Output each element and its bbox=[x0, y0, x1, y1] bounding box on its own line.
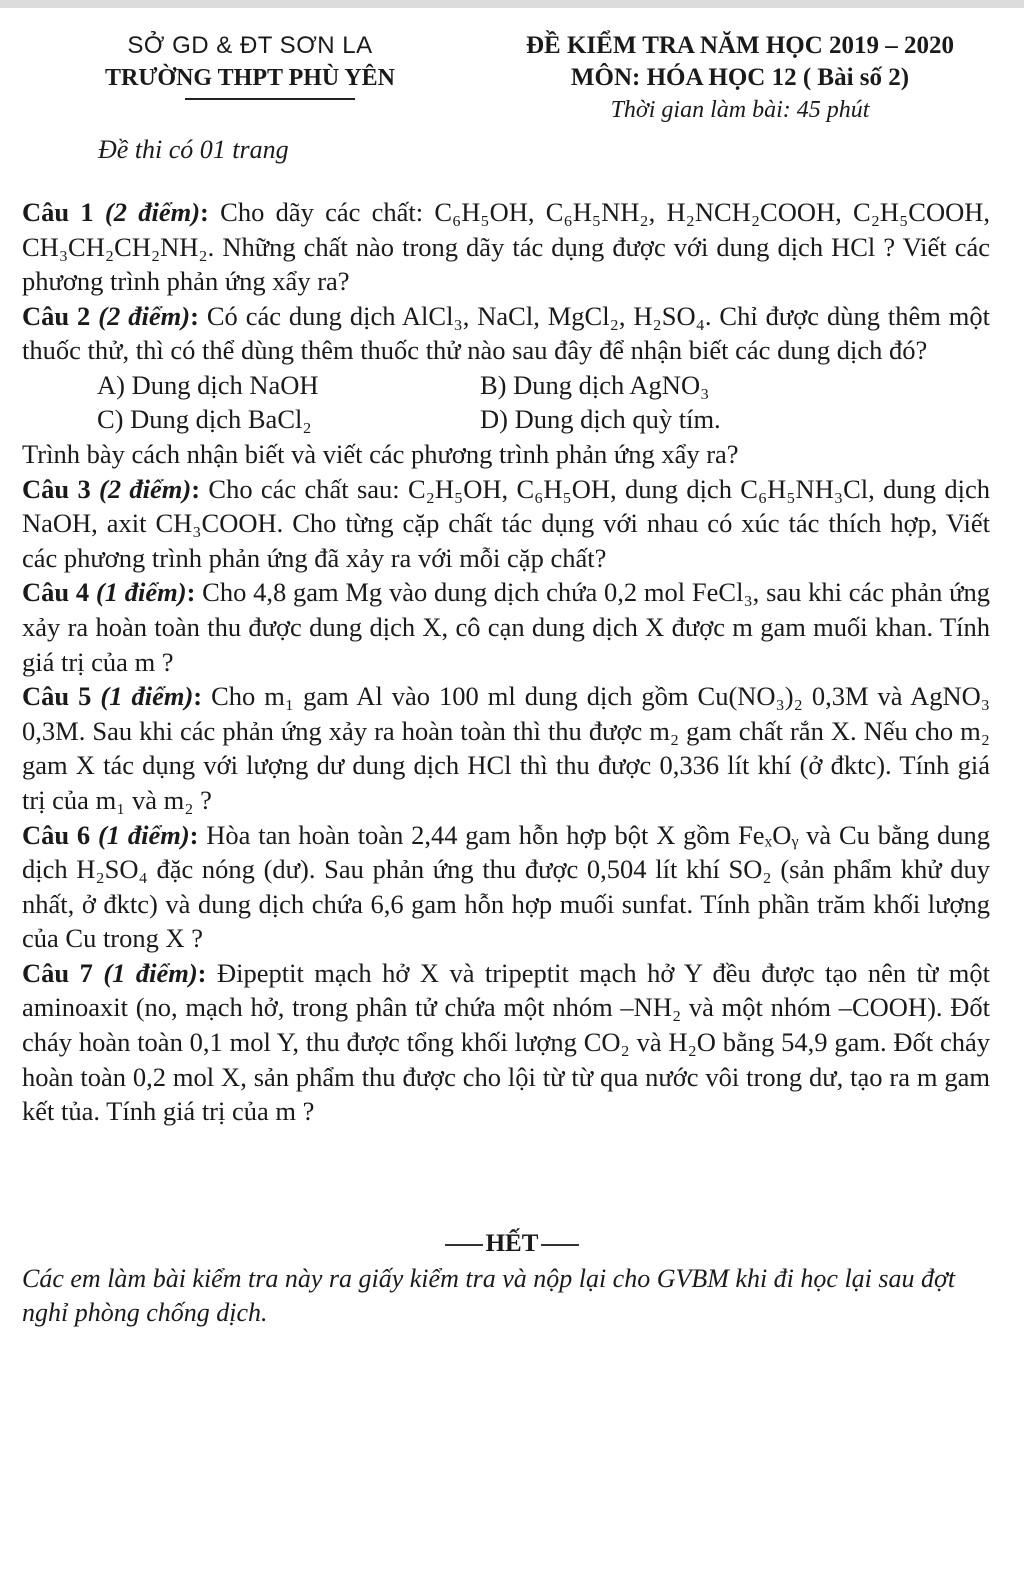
subject-line: MÔN: HÓA HỌC 12 ( Bài số 2) bbox=[570, 64, 910, 91]
question-5: Câu 5 (1 điểm): Cho m₁ gam Al vào 100 ml dung dịch gồm Cu(NO₃)₂ 0,3M và AgNO₃ 0,3M. Sau khi các phản ứng xảy ra hoàn toàn thì thu được m₂ gam chất rắn X. Nếu cho m₂ gam X tác dụng với lượng dư dung dịch HCl thì thu được 0,336 lít khí (ở đktc). Tính giá trị của m₁ và m₂ ? bbox=[22, 681, 990, 815]
question-title: Câu 5 bbox=[22, 681, 92, 712]
option-b: B) Dung dịch AgNO₃ bbox=[480, 369, 710, 400]
question-text: Cho dãy các chất: C₆H₅OH, C₆H₅NH₂, H₂NCH₂COOH, C₂H₅COOH, CH₃CH₂CH₂NH₂. Những chất nào trong dãy tác dụng được với dung dịch HCl ? Viết các phương trình phản ứng xẩy ra? bbox=[22, 197, 991, 297]
question-text: Đipeptit mạch hở X và tripeptit mạch hở Y đều được tạo nên từ một aminoaxit (no, mạch hở, trong phân tử chứa một nhóm –NH₂ và một nhóm –COOH). Đốt cháy hoàn toàn 0,1 mol Y, thu được tổng khối lượng CO₂ và H₂O bằng 54,9 gam. Đốt cháy hoàn toàn 0,2 mol X, sản phẩm thu được cho lội từ từ qua nước vôi trong dư, tạo ra m gam kết tủa. Tính giá trị của m ? bbox=[22, 957, 991, 1127]
question-title: Câu 7 bbox=[22, 957, 93, 988]
question-points: (2 điểm) bbox=[104, 197, 201, 227]
school-name: TRƯỜNG THPT PHÙ YÊN bbox=[104, 65, 396, 91]
question-points: (1 điểm) bbox=[97, 819, 190, 850]
header-right bbox=[460, 30, 1020, 126]
question-3: Câu 3 (2 điểm): Cho các chất sau: C₂H₅OH, C₆H₅OH, dung dịch C₆H₅NH₃Cl, dung dịch NaOH, axit CH₃COOH. Cho từng cặp chất tác dụng với nhau có xúc tác thích hợp, Viết các phương trình phản ứng đã xảy ra với mỗi cặp chất? bbox=[22, 473, 991, 573]
question-6: Câu 6 (1 điểm): Hòa tan hoàn toàn 2,44 gam hỗn hợp bột X gồm FeₓOᵧ và Cu bằng dung dịch H₂SO₄ đặc nóng (dư). Sau phản ứng thu được 0,504 lít khí SO₂ (sản phẩm khử duy nhất, ở đktc) và dung dịch chứa 6,6 gam hỗn hợp muối sunfat. Tính phần trăm khối lượng của Cu trong X ? bbox=[22, 819, 990, 954]
question-points: (2 điểm) bbox=[99, 473, 192, 504]
question-text: Cho 4,8 gam Mg vào dung dịch chứa 0,2 mol FeCl₃, sau khi các phản ứng xảy ra hoàn toàn thu được dung dịch X, cô cạn dung dịch X được m gam muối khan. Tính giá trị của m ? bbox=[22, 577, 990, 677]
questions-body bbox=[22, 195, 990, 1129]
answer-options bbox=[22, 368, 990, 437]
question-2-followup: Trình bày cách nhận biết và viết các phương trình phản ứng xẩy ra? bbox=[22, 438, 739, 469]
end-text: HẾT bbox=[485, 1230, 539, 1257]
question-text: Hòa tan hoàn toàn 2,44 gam hỗn hợp bột X gồm FeₓOᵧ và Cu bằng dung dịch H₂SO₄ đặc nóng (dư). Sau phản ứng thu được 0,504 lít khí SO₂ (sản phẩm khử duy nhất, ở đktc) và dung dịch chứa 6,6 gam hỗn hợp muối sunfat. Tính phần trăm khối lượng của Cu trong X ? bbox=[22, 819, 990, 954]
option-c: C) Dung dịch BaCl₂ bbox=[97, 403, 312, 434]
question-text: Cho các chất sau: C₂H₅OH, C₆H₅OH, dung dịch C₆H₅NH₃Cl, dung dịch NaOH, axit CH₃COOH. Cho từng cặp chất tác dụng với nhau có xúc tác thích hợp, Viết các phương trình phản ứng đã xảy ra với mỗi cặp chất? bbox=[22, 473, 991, 573]
exam-title: ĐỀ KIỂM TRA NĂM HỌC 2019 – 2020 bbox=[525, 32, 955, 59]
option-d: D) Dung dịch quỳ tím. bbox=[480, 403, 721, 434]
question-4: Câu 4 (1 điểm): Cho 4,8 gam Mg vào dung dịch chứa 0,2 mol FeCl₃, sau khi các phản ứng xảy ra hoàn toàn thu được dung dịch X, cô cạn dung dịch X được m gam muối khan. Tính giá trị của m ? bbox=[22, 577, 990, 677]
end-dash-right bbox=[541, 1244, 579, 1246]
question-points: (2 điểm) bbox=[98, 300, 191, 331]
question-title: Câu 6 bbox=[22, 819, 91, 850]
end-marker bbox=[0, 1230, 1024, 1258]
question-title: Câu 3 bbox=[22, 473, 91, 504]
department-name: SỞ GD & ĐT SƠN LA bbox=[127, 32, 373, 59]
question-1: Câu 1 (2 điểm): Cho dãy các chất: C₆H₅OH, C₆H₅NH₂, H₂NCH₂COOH, C₂H₅COOH, CH₃CH₂CH₂NH₂. Những chất nào trong dãy tác dụng được với dung dịch HCl ? Viết các phương trình phản ứng xẩy ra? bbox=[22, 197, 991, 297]
question-points: (1 điểm) bbox=[100, 681, 194, 712]
time-limit: Thời gian làm bài: 45 phút bbox=[610, 97, 870, 123]
top-edge bbox=[0, 0, 1024, 8]
question-points: (1 điểm) bbox=[95, 577, 187, 608]
question-title: Câu 2 bbox=[22, 300, 91, 331]
page-count-note: Đề thi có 01 trang bbox=[98, 135, 289, 164]
option-a: A) Dung dịch NaOH bbox=[97, 369, 319, 400]
question-text: Có các dung dịch AlCl₃, NaCl, MgCl₂, H₂SO₄. Chỉ được dùng thêm một thuốc thử, thì có thể dùng thêm thuốc thử nào sau đây để nhận biết các dung dịch đó? bbox=[22, 300, 991, 366]
header-left bbox=[70, 30, 430, 94]
end-dash-left bbox=[445, 1244, 483, 1246]
question-title: Câu 4 bbox=[22, 577, 90, 608]
question-7: Câu 7 (1 điểm): Đipeptit mạch hở X và tripeptit mạch hở Y đều được tạo nên từ một aminoaxit (no, mạch hở, trong phân tử chứa một nhóm –NH₂ và một nhóm –COOH). Đốt cháy hoàn toàn 0,1 mol Y, thu được tổng khối lượng CO₂ và H₂O bằng 54,9 gam. Đốt cháy hoàn toàn 0,2 mol X, sản phẩm thu được cho lội từ từ qua nước vôi trong dư, tạo ra m gam kết tủa. Tính giá trị của m ? bbox=[22, 957, 991, 1127]
question-title: Câu 1 bbox=[22, 197, 94, 227]
question-points: (1 điểm) bbox=[103, 957, 198, 988]
footer-note: Các em làm bài kiểm tra này ra giấy kiểm tra và nộp lại cho GVBM khi đi học lại sau đợt nghỉ phòng chống dịch. bbox=[22, 1264, 956, 1327]
question-text: Cho m₁ gam Al vào 100 ml dung dịch gồm Cu(NO₃)₂ 0,3M và AgNO₃ 0,3M. Sau khi các phản ứng xảy ra hoàn toàn thì thu được m₂ gam chất rắn X. Nếu cho m₂ gam X tác dụng với lượng dư dung dịch HCl thì thu được 0,336 lít khí (ở đktc). Tính giá trị của m₁ và m₂ ? bbox=[22, 681, 990, 815]
school-underline bbox=[185, 98, 355, 100]
question-2: Câu 2 (2 điểm): Có các dung dịch AlCl₃, NaCl, MgCl₂, H₂SO₄. Chỉ được dùng thêm một thuốc thử, thì có thể dùng thêm thuốc thử nào sau đây để nhận biết các dung dịch đó? bbox=[22, 300, 991, 366]
